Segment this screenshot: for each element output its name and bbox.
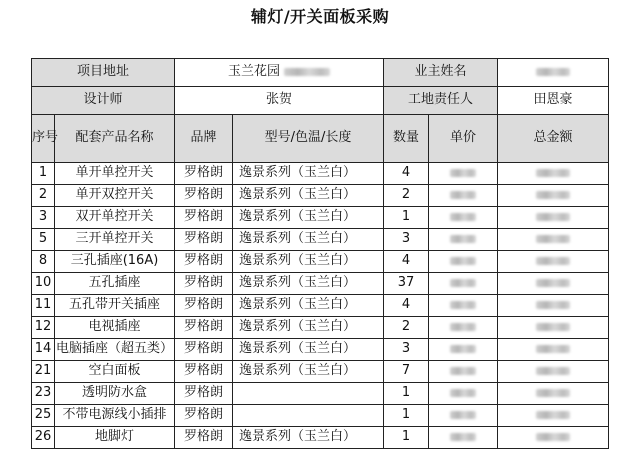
- cell-product: 不带电源线小插排: [55, 405, 175, 427]
- table-row: [32, 361, 609, 383]
- cell-total: [498, 383, 609, 405]
- project-address-value: [175, 59, 384, 87]
- cell-price: [429, 339, 498, 361]
- cell-no: 10: [32, 273, 55, 295]
- redacted-value: [536, 411, 570, 419]
- project-address-text: 玉兰花园: [227, 64, 280, 80]
- redacted-value: [450, 323, 476, 331]
- cell-brand: 罗格朗: [175, 317, 233, 339]
- cell-qty: 4: [384, 251, 429, 273]
- cell-model: 逸景系列（玉兰白）: [233, 339, 384, 361]
- cell-price: [429, 383, 498, 405]
- cell-product: 双开单控开关: [55, 207, 175, 229]
- site-manager-label: 工地责任人: [384, 87, 498, 115]
- cell-total: [498, 427, 609, 449]
- table-row: [32, 317, 609, 339]
- cell-product: 电脑插座（超五类）: [55, 339, 175, 361]
- cell-price: [429, 317, 498, 339]
- redacted-value: [536, 169, 570, 177]
- cell-brand: 罗格朗: [175, 207, 233, 229]
- cell-model: 逸景系列（玉兰白）: [233, 361, 384, 383]
- cell-brand: 罗格朗: [175, 295, 233, 317]
- redacted-value: [536, 257, 570, 265]
- cell-model: 逸景系列（玉兰白）: [233, 295, 384, 317]
- cell-brand: 罗格朗: [175, 383, 233, 405]
- table-row: [32, 295, 609, 317]
- designer-value: 张贺: [175, 87, 384, 115]
- cell-price: [429, 207, 498, 229]
- redacted-value: [536, 323, 570, 331]
- cell-price: [429, 295, 498, 317]
- cell-brand: 罗格朗: [175, 163, 233, 185]
- table-row: [32, 229, 609, 251]
- redacted-value: [450, 213, 476, 221]
- cell-qty: 3: [384, 229, 429, 251]
- table-row: [32, 427, 609, 449]
- cell-model: 逸景系列（玉兰白）: [233, 427, 384, 449]
- cell-model: 逸景系列（玉兰白）: [233, 273, 384, 295]
- cell-price: [429, 251, 498, 273]
- cell-no: 8: [32, 251, 55, 273]
- redacted-value: [536, 279, 570, 287]
- cell-price: [429, 185, 498, 207]
- cell-total: [498, 405, 609, 427]
- cell-model: [233, 383, 384, 405]
- cell-qty: 4: [384, 163, 429, 185]
- cell-model: 逸景系列（玉兰白）: [233, 229, 384, 251]
- info-row-address: [32, 59, 609, 87]
- redacted-value: [536, 191, 570, 199]
- redacted-value: [536, 345, 570, 353]
- redacted-value: [450, 389, 476, 397]
- redacted-value: [450, 301, 476, 309]
- header-product: 配套产品名称: [55, 115, 175, 163]
- cell-product: 三孔插座(16A): [55, 251, 175, 273]
- cell-brand: 罗格朗: [175, 361, 233, 383]
- cell-model: 逸景系列（玉兰白）: [233, 251, 384, 273]
- table-row: [32, 251, 609, 273]
- cell-price: [429, 163, 498, 185]
- cell-price: [429, 273, 498, 295]
- cell-model: 逸景系列（玉兰白）: [233, 317, 384, 339]
- owner-name-label: 业主姓名: [384, 59, 498, 87]
- cell-product: 单开双控开关: [55, 185, 175, 207]
- cell-model: 逸景系列（玉兰白）: [233, 185, 384, 207]
- cell-brand: 罗格朗: [175, 251, 233, 273]
- cell-qty: 7: [384, 361, 429, 383]
- redacted-value: [450, 411, 476, 419]
- cell-total: [498, 251, 609, 273]
- cell-qty: 2: [384, 317, 429, 339]
- header-no: 序号: [32, 115, 55, 163]
- header-total: 总金额: [498, 115, 609, 163]
- cell-qty: 3: [384, 339, 429, 361]
- cell-qty: 2: [384, 185, 429, 207]
- table-row: [32, 207, 609, 229]
- header-qty: 数量: [384, 115, 429, 163]
- cell-product: 五孔插座: [55, 273, 175, 295]
- table-row: [32, 383, 609, 405]
- cell-brand: 罗格朗: [175, 405, 233, 427]
- cell-brand: 罗格朗: [175, 339, 233, 361]
- cell-no: 26: [32, 427, 55, 449]
- cell-brand: 罗格朗: [175, 229, 233, 251]
- cell-total: [498, 339, 609, 361]
- redacted-value: [536, 389, 570, 397]
- cell-total: [498, 317, 609, 339]
- cell-brand: 罗格朗: [175, 427, 233, 449]
- redacted-value: [536, 367, 570, 375]
- cell-no: 12: [32, 317, 55, 339]
- cell-product: 透明防水盒: [55, 383, 175, 405]
- cell-total: [498, 207, 609, 229]
- header-brand: 品牌: [175, 115, 233, 163]
- redacted-value: [450, 169, 476, 177]
- cell-qty: 1: [384, 405, 429, 427]
- cell-product: 地脚灯: [55, 427, 175, 449]
- cell-total: [498, 229, 609, 251]
- cell-brand: 罗格朗: [175, 185, 233, 207]
- table-row: [32, 185, 609, 207]
- cell-product: 三开单控开关: [55, 229, 175, 251]
- table-row: [32, 405, 609, 427]
- redacted-value: [450, 235, 476, 243]
- cell-model: 逸景系列（玉兰白）: [233, 207, 384, 229]
- purchase-table: [31, 58, 609, 449]
- cell-no: 2: [32, 185, 55, 207]
- site-manager-value: 田恩豪: [498, 87, 609, 115]
- redacted-value: [536, 433, 570, 441]
- cell-qty: 1: [384, 427, 429, 449]
- owner-name-value: [498, 59, 609, 87]
- redacted-value: [450, 433, 476, 441]
- cell-price: [429, 229, 498, 251]
- header-price: 单价: [429, 115, 498, 163]
- redacted-value: [536, 235, 570, 243]
- cell-no: 1: [32, 163, 55, 185]
- cell-no: 21: [32, 361, 55, 383]
- redacted-value: [450, 279, 476, 287]
- column-header-row: [32, 115, 609, 163]
- cell-model: 逸景系列（玉兰白）: [233, 163, 384, 185]
- cell-qty: 4: [384, 295, 429, 317]
- redacted-value: [450, 257, 476, 265]
- redacted-value: [450, 367, 476, 375]
- cell-model: [233, 405, 384, 427]
- header-model: 型号/色温/长度: [233, 115, 384, 163]
- cell-total: [498, 361, 609, 383]
- cell-no: 23: [32, 383, 55, 405]
- table-row: [32, 339, 609, 361]
- cell-product: 五孔带开关插座: [55, 295, 175, 317]
- cell-total: [498, 295, 609, 317]
- cell-no: 14: [32, 339, 55, 361]
- cell-price: [429, 405, 498, 427]
- table-row: [32, 273, 609, 295]
- redacted-address: [284, 68, 330, 76]
- table-row: [32, 163, 609, 185]
- cell-no: 25: [32, 405, 55, 427]
- cell-no: 5: [32, 229, 55, 251]
- info-row-designer: [32, 87, 609, 115]
- cell-product: 单开单控开关: [55, 163, 175, 185]
- redacted-value: [450, 191, 476, 199]
- cell-product: 空白面板: [55, 361, 175, 383]
- project-address-label: 项目地址: [32, 59, 175, 87]
- cell-qty: 1: [384, 383, 429, 405]
- redacted-value: [450, 345, 476, 353]
- cell-brand: 罗格朗: [175, 273, 233, 295]
- designer-label: 设计师: [32, 87, 175, 115]
- cell-price: [429, 427, 498, 449]
- cell-total: [498, 163, 609, 185]
- cell-total: [498, 273, 609, 295]
- cell-price: [429, 361, 498, 383]
- cell-qty: 37: [384, 273, 429, 295]
- redacted-value: [536, 301, 570, 309]
- document-title: 辅灯/开关面板采购: [250, 7, 390, 26]
- cell-no: 11: [32, 295, 55, 317]
- cell-qty: 1: [384, 207, 429, 229]
- cell-no: 3: [32, 207, 55, 229]
- redacted-value: [536, 213, 570, 221]
- cell-total: [498, 185, 609, 207]
- cell-product: 电视插座: [55, 317, 175, 339]
- redacted-owner-name: [536, 68, 570, 76]
